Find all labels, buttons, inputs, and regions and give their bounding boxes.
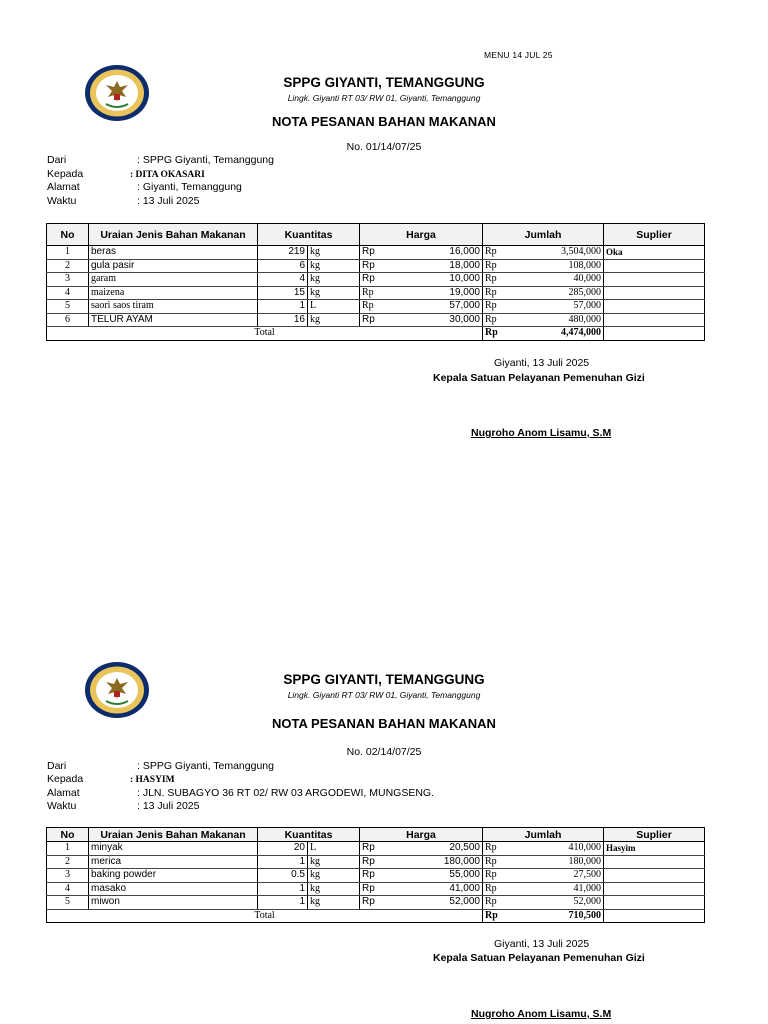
cell-name: beras bbox=[89, 246, 258, 260]
cell-total: 3,504,000 bbox=[505, 246, 604, 260]
cell-price-cur: Rp bbox=[360, 259, 382, 273]
cell-total: 57,000 bbox=[505, 300, 604, 314]
info-label: Dari bbox=[47, 760, 67, 772]
total-label: Total bbox=[47, 327, 483, 341]
cell-no: 5 bbox=[47, 896, 89, 910]
header-no: No bbox=[47, 224, 89, 246]
cell-name: saori saos tiram bbox=[89, 300, 258, 314]
cell-total: 410,000 bbox=[505, 842, 604, 856]
header-uraian: Uraian Jenis Bahan Makanan bbox=[89, 828, 258, 842]
cell-unit: kg bbox=[308, 313, 360, 327]
cell-qty: 20 bbox=[258, 842, 308, 856]
info-alamat bbox=[47, 787, 434, 799]
cell-total: 180,000 bbox=[505, 855, 604, 869]
sign-place-date: Giyanti, 13 Juli 2025 bbox=[494, 938, 590, 950]
header-harga: Harga bbox=[360, 828, 483, 842]
cell-no: 2 bbox=[47, 855, 89, 869]
cell-unit: kg bbox=[308, 286, 360, 300]
cell-price: 41,000 bbox=[382, 882, 483, 896]
cell-price-cur: Rp bbox=[360, 896, 382, 910]
cell-unit: kg bbox=[308, 869, 360, 883]
cell-no: 4 bbox=[47, 286, 89, 300]
menu-label: MENU 14 JUL 25 bbox=[484, 50, 553, 60]
info-value: : Giyanti, Temanggung bbox=[137, 181, 242, 193]
cell-supplier bbox=[604, 259, 705, 273]
cell-price-cur: Rp bbox=[360, 869, 382, 883]
header-suplier: Suplier bbox=[604, 828, 705, 842]
cell-price: 16,000 bbox=[382, 246, 483, 260]
cell-qty: 219 bbox=[258, 246, 308, 260]
cell-supplier bbox=[604, 286, 705, 300]
cell-unit: kg bbox=[308, 259, 360, 273]
cell-price-cur: Rp bbox=[360, 300, 382, 314]
cell-no: 6 bbox=[47, 313, 89, 327]
cell-name: gula pasir bbox=[89, 259, 258, 273]
cell-no: 1 bbox=[47, 246, 89, 260]
cell-price-cur: Rp bbox=[360, 882, 382, 896]
cell-total-cur: Rp bbox=[483, 259, 505, 273]
cell-name: maizena bbox=[89, 286, 258, 300]
info-alamat bbox=[47, 181, 242, 193]
cell-name: merica bbox=[89, 855, 258, 869]
cell-qty: 16 bbox=[258, 313, 308, 327]
table-row bbox=[47, 855, 705, 869]
info-label: Waktu bbox=[47, 800, 77, 812]
cell-name: TELUR AYAM bbox=[89, 313, 258, 327]
grand-total-cur: Rp bbox=[483, 327, 505, 341]
table-row bbox=[47, 259, 705, 273]
total-row bbox=[47, 327, 705, 341]
info-kepada bbox=[47, 168, 205, 180]
grand-total: 710,500 bbox=[505, 909, 604, 923]
cell-total-cur: Rp bbox=[483, 869, 505, 883]
info-dari bbox=[47, 154, 274, 166]
cell-supplier: Hasyim bbox=[604, 842, 705, 856]
cell-total-cur: Rp bbox=[483, 300, 505, 314]
cell-total: 108,000 bbox=[505, 259, 604, 273]
cell-total: 52,000 bbox=[505, 896, 604, 910]
cell-unit: L bbox=[308, 842, 360, 856]
cell-price-cur: Rp bbox=[360, 286, 382, 300]
cell-qty: 1 bbox=[258, 855, 308, 869]
info-value: : DITA OKASARI bbox=[130, 170, 205, 180]
cell-total: 480,000 bbox=[505, 313, 604, 327]
header-kuantitas: Kuantitas bbox=[258, 224, 360, 246]
doc-number: No. 01/14/07/25 bbox=[346, 141, 422, 153]
cell-price-cur: Rp bbox=[360, 273, 382, 287]
info-label: Kepada bbox=[47, 773, 84, 785]
info-value: : HASYIM bbox=[130, 775, 175, 785]
header-harga: Harga bbox=[360, 224, 483, 246]
info-kepada bbox=[47, 773, 175, 785]
doc-title: NOTA PESANAN BAHAN MAKANAN bbox=[272, 716, 496, 731]
table-row bbox=[47, 882, 705, 896]
cell-supplier bbox=[604, 273, 705, 287]
cell-price: 19,000 bbox=[382, 286, 483, 300]
sign-title: Kepala Satuan Pelayanan Pemenuhan Gizi bbox=[433, 952, 645, 964]
doc-title: NOTA PESANAN BAHAN MAKANAN bbox=[272, 114, 496, 129]
cell-qty: 4 bbox=[258, 273, 308, 287]
cell-supplier bbox=[604, 869, 705, 883]
cell-price: 55,000 bbox=[382, 869, 483, 883]
cell-total-cur: Rp bbox=[483, 896, 505, 910]
cell-supplier bbox=[604, 313, 705, 327]
sign-name: Nugroho Anom Lisamu, S.M bbox=[471, 427, 612, 439]
cell-unit: kg bbox=[308, 882, 360, 896]
header-suplier: Suplier bbox=[604, 224, 705, 246]
cell-price-cur: Rp bbox=[360, 855, 382, 869]
cell-total-cur: Rp bbox=[483, 882, 505, 896]
grand-total-cur: Rp bbox=[483, 909, 505, 923]
header-jumlah: Jumlah bbox=[483, 224, 604, 246]
cell-price: 30,000 bbox=[382, 313, 483, 327]
sign-name: Nugroho Anom Lisamu, S.M bbox=[471, 1008, 612, 1020]
cell-no: 1 bbox=[47, 842, 89, 856]
cell-total-cur: Rp bbox=[483, 286, 505, 300]
total-supplier-empty bbox=[604, 327, 705, 341]
cell-no: 2 bbox=[47, 259, 89, 273]
cell-name: baking powder bbox=[89, 869, 258, 883]
info-label: Alamat bbox=[47, 181, 80, 193]
cell-supplier bbox=[604, 882, 705, 896]
cell-total-cur: Rp bbox=[483, 273, 505, 287]
cell-unit: kg bbox=[308, 246, 360, 260]
cell-qty: 1 bbox=[258, 882, 308, 896]
sign-title: Kepala Satuan Pelayanan Pemenuhan Gizi bbox=[433, 372, 645, 384]
header-jumlah: Jumlah bbox=[483, 828, 604, 842]
cell-supplier bbox=[604, 855, 705, 869]
cell-total: 27,500 bbox=[505, 869, 604, 883]
sign-place-date: Giyanti, 13 Juli 2025 bbox=[494, 357, 590, 369]
header-kuantitas: Kuantitas bbox=[258, 828, 360, 842]
cell-unit: kg bbox=[308, 273, 360, 287]
cell-no: 4 bbox=[47, 882, 89, 896]
org-name: SPPG GIYANTI, TEMANGGUNG bbox=[283, 672, 485, 687]
info-waktu bbox=[47, 800, 199, 812]
cell-price-cur: Rp bbox=[360, 842, 382, 856]
table-row bbox=[47, 246, 705, 260]
total-supplier-empty bbox=[604, 909, 705, 923]
table-row bbox=[47, 869, 705, 883]
info-value: : SPPG Giyanti, Temanggung bbox=[137, 154, 274, 166]
cell-total: 285,000 bbox=[505, 286, 604, 300]
cell-no: 5 bbox=[47, 300, 89, 314]
table-row bbox=[47, 286, 705, 300]
cell-unit: kg bbox=[308, 855, 360, 869]
items-table bbox=[46, 223, 705, 341]
org-address: Lingk. Giyanti RT 03/ RW 01, Giyanti, Temanggung bbox=[287, 690, 481, 700]
info-value: : 13 Juli 2025 bbox=[137, 195, 200, 207]
total-label: Total bbox=[47, 909, 483, 923]
info-value: : 13 Juli 2025 bbox=[137, 800, 200, 812]
table-row bbox=[47, 896, 705, 910]
cell-total: 41,000 bbox=[505, 882, 604, 896]
org-name: SPPG GIYANTI, TEMANGGUNG bbox=[283, 75, 485, 90]
cell-qty: 6 bbox=[258, 259, 308, 273]
grand-total: 4,474,000 bbox=[505, 327, 604, 341]
cell-total: 40,000 bbox=[505, 273, 604, 287]
cell-qty: 1 bbox=[258, 300, 308, 314]
cell-qty: 0.5 bbox=[258, 869, 308, 883]
cell-name: masako bbox=[89, 882, 258, 896]
cell-total-cur: Rp bbox=[483, 842, 505, 856]
doc-number: No. 02/14/07/25 bbox=[346, 746, 422, 758]
cell-price-cur: Rp bbox=[360, 246, 382, 260]
info-waktu bbox=[47, 195, 199, 207]
cell-supplier bbox=[604, 300, 705, 314]
cell-supplier: Oka bbox=[604, 246, 705, 260]
table-row bbox=[47, 313, 705, 327]
cell-price-cur: Rp bbox=[360, 313, 382, 327]
header-no: No bbox=[47, 828, 89, 842]
cell-name: miwon bbox=[89, 896, 258, 910]
info-label: Waktu bbox=[47, 195, 77, 207]
cell-price: 180,000 bbox=[382, 855, 483, 869]
info-dari bbox=[47, 760, 274, 772]
cell-total-cur: Rp bbox=[483, 246, 505, 260]
cell-unit: kg bbox=[308, 896, 360, 910]
cell-price: 52,000 bbox=[382, 896, 483, 910]
cell-no: 3 bbox=[47, 869, 89, 883]
info-label: Kepada bbox=[47, 168, 84, 180]
info-label: Alamat bbox=[47, 787, 80, 799]
info-value: : JLN. SUBAGYO 36 RT 02/ RW 03 ARGODEWI, MUNGSENG. bbox=[137, 787, 434, 799]
table-row bbox=[47, 300, 705, 314]
total-row bbox=[47, 909, 705, 923]
cell-price: 20,500 bbox=[382, 842, 483, 856]
items-table bbox=[46, 827, 705, 923]
cell-name: garam bbox=[89, 273, 258, 287]
cell-supplier bbox=[604, 896, 705, 910]
cell-total-cur: Rp bbox=[483, 855, 505, 869]
cell-price: 18,000 bbox=[382, 259, 483, 273]
cell-unit: L bbox=[308, 300, 360, 314]
cell-no: 3 bbox=[47, 273, 89, 287]
cell-price: 10,000 bbox=[382, 273, 483, 287]
table-row bbox=[47, 842, 705, 856]
cell-name: minyak bbox=[89, 842, 258, 856]
cell-price: 57,000 bbox=[382, 300, 483, 314]
cell-qty: 1 bbox=[258, 896, 308, 910]
table-row bbox=[47, 273, 705, 287]
header-uraian: Uraian Jenis Bahan Makanan bbox=[89, 224, 258, 246]
info-label: Dari bbox=[47, 154, 67, 166]
org-address: Lingk. Giyanti RT 03/ RW 01, Giyanti, Temanggung bbox=[287, 93, 481, 103]
cell-qty: 15 bbox=[258, 286, 308, 300]
info-value: : SPPG Giyanti, Temanggung bbox=[137, 760, 274, 772]
cell-total-cur: Rp bbox=[483, 313, 505, 327]
